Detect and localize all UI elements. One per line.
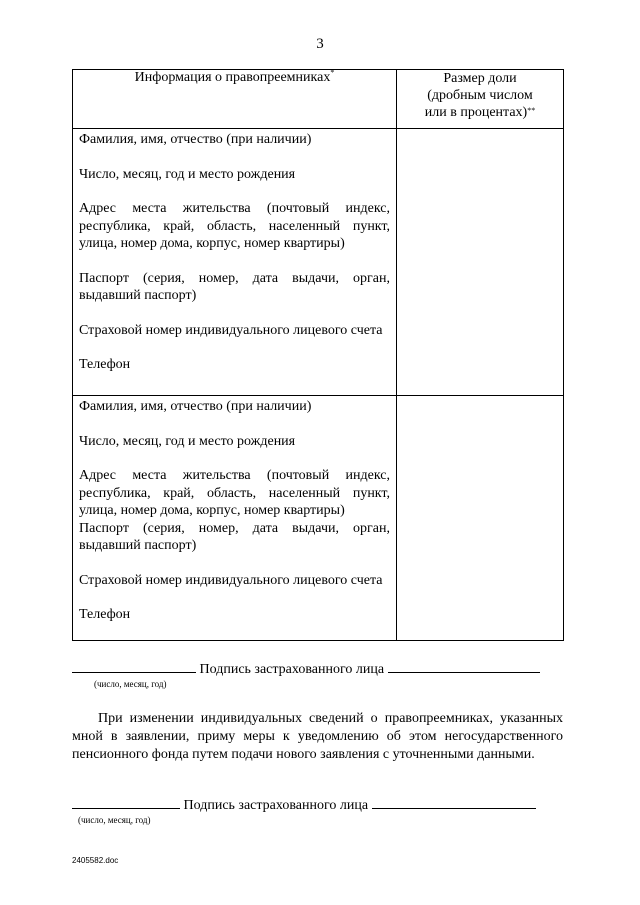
field-address: Адрес места жительства (почтовый индекс, республика, край, область, населенный пункт, улица, номер дома, корпус, номер квартиры): [79, 468, 390, 518]
field-passport: Паспорт (серия, номер, дата выдачи, орган, выдавший паспорт): [79, 270, 390, 303]
field-snils: Страховой номер индивидуального лицевого счета: [79, 322, 383, 338]
successors-table: [72, 69, 564, 641]
field-birth: Число, месяц, год и место рождения: [79, 433, 296, 449]
field-phone: Телефон: [79, 607, 131, 622]
field-phone: Телефон: [79, 357, 131, 372]
signature-label: Подпись застрахованного лица: [183, 798, 369, 813]
signature-block-2: [72, 796, 536, 814]
footer-filename: 2405582.doc: [72, 856, 119, 865]
share-size-cell[interactable]: [397, 129, 564, 396]
header-share-line: (дробным числом: [427, 88, 533, 103]
date-caption: (число, месяц, год): [78, 815, 151, 825]
signature-label: Подпись застрахованного лица: [199, 662, 385, 677]
share-size-cell[interactable]: [397, 396, 564, 641]
footnote-mark: *: [330, 68, 335, 77]
header-share-line: Размер доли: [443, 71, 517, 86]
field-birth: Число, месяц, год и место рождения: [79, 166, 296, 182]
notice-paragraph: При изменении индивидуальных сведений о правопреемниках, указанных мной в заявлении, приму меры к уведомлению об этом негосударственного пенсионного фонда путем подачи нового заявления с уточненными данными.: [72, 711, 563, 762]
header-share-size: [397, 70, 564, 129]
date-line[interactable]: [72, 660, 196, 673]
table-header-row: [73, 70, 564, 129]
page-number: 3: [316, 36, 324, 52]
signature-line[interactable]: [388, 660, 540, 673]
field-full-name: Фамилия, имя, отчество (при наличии): [79, 399, 312, 414]
successor-row-2: [73, 396, 564, 641]
signature-block-1: [72, 660, 540, 678]
successor-info-cell: [73, 129, 397, 396]
header-share-line: или в процентах): [424, 105, 528, 120]
header-successor-info-text: Информация о правопреемниках: [134, 70, 331, 85]
field-address: Адрес места жительства (почтовый индекс, республика, край, область, населенный пункт, улица, номер дома, корпус, номер квартиры): [79, 201, 390, 251]
signature-line[interactable]: [372, 796, 536, 809]
successor-info-cell: [73, 396, 397, 641]
footnote-mark: **: [527, 106, 536, 115]
field-full-name: Фамилия, имя, отчество (при наличии): [79, 132, 312, 147]
successor-row-1: [73, 129, 564, 396]
date-caption: (число, месяц, год): [94, 679, 167, 689]
header-successor-info: [73, 70, 397, 129]
date-line[interactable]: [72, 796, 180, 809]
field-snils: Страховой номер индивидуального лицевого счета: [79, 572, 383, 588]
field-passport: Паспорт (серия, номер, дата выдачи, орган, выдавший паспорт): [79, 520, 390, 553]
